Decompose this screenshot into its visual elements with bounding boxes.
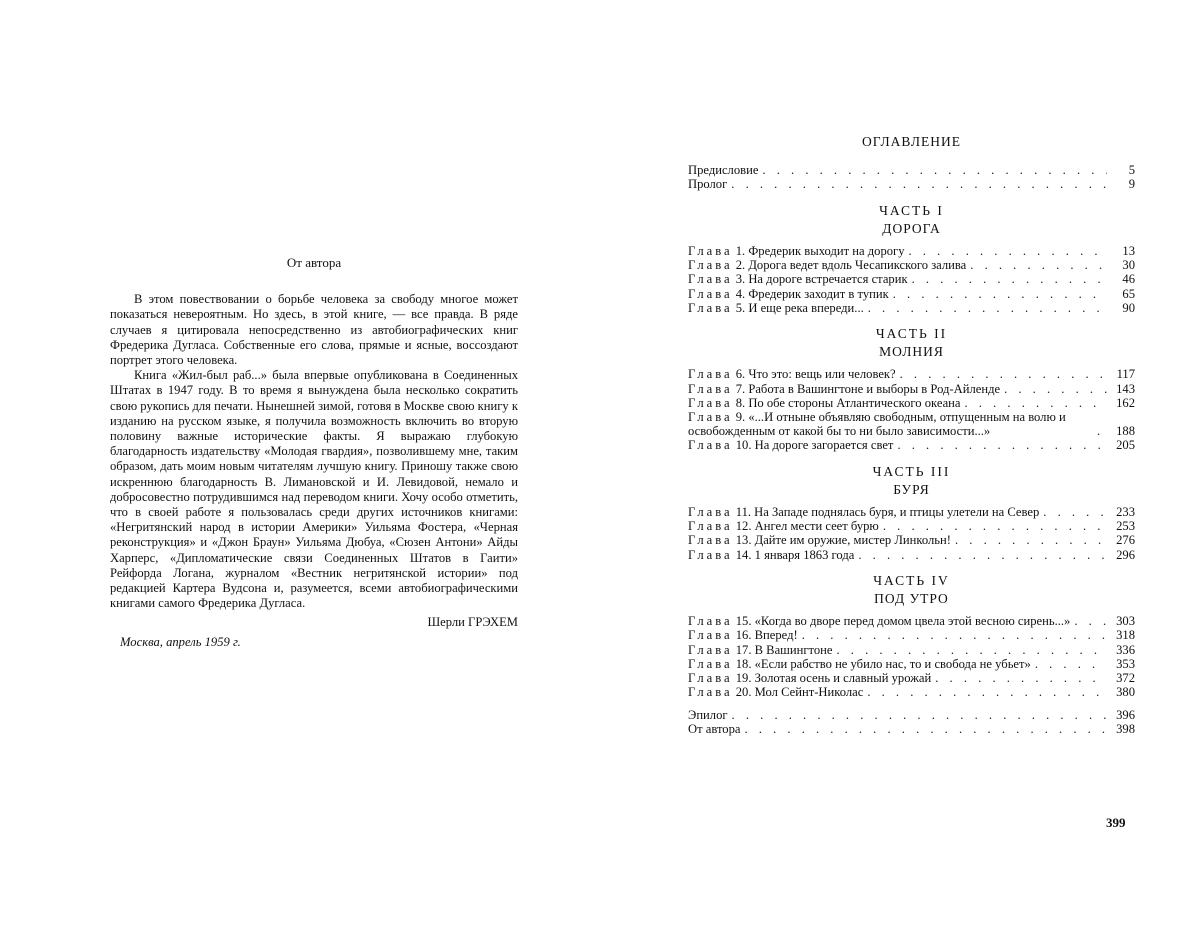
dot-leader — [1043, 505, 1107, 519]
chapter-prefix: Глава — [688, 438, 733, 453]
toc-entry-title: От автора — [688, 721, 741, 736]
chapter-page: 143 — [1116, 381, 1135, 396]
dot-leader — [909, 244, 1108, 258]
toc-chapter-entry — [688, 533, 1135, 547]
dot-leader — [836, 643, 1107, 657]
chapter-title: 5. И еще река впереди... — [735, 300, 864, 315]
toc-chapter-entry — [688, 367, 1135, 381]
toc-chapter-entry — [688, 657, 1135, 671]
toc-chapter-entry — [688, 671, 1135, 685]
chapter-title: 13. Дайте им оружие, мистер Линкольн! — [735, 533, 951, 548]
chapter-title: 11. На Западе поднялась буря, и птицы улетели на Север — [735, 505, 1040, 520]
dot-leader — [1035, 657, 1107, 671]
chapter-page: 162 — [1116, 395, 1135, 410]
dot-leader — [858, 548, 1107, 562]
dot-leader — [965, 396, 1108, 410]
chapter-page: 336 — [1116, 642, 1135, 657]
part-name: БУРЯ — [893, 481, 930, 497]
chapter-page: 117 — [1116, 367, 1135, 382]
toc-chapter-entry — [688, 505, 1135, 519]
chapter-title: 16. Вперед! — [735, 628, 798, 643]
dot-leader — [935, 671, 1107, 685]
chapter-page: 90 — [1122, 300, 1135, 315]
chapter-prefix: Глава — [688, 381, 733, 396]
dot-leader — [732, 708, 1107, 722]
toc-title: ОГЛАВЛЕНИЕ — [861, 134, 962, 149]
chapter-prefix: Глава — [688, 614, 733, 629]
chapter-page: 205 — [1116, 438, 1135, 453]
dot-leader — [1004, 382, 1107, 396]
toc-entry-page: 396 — [1116, 707, 1135, 722]
dot-leader — [1097, 424, 1107, 438]
dot-leader — [731, 177, 1107, 191]
chapter-title: 7. Работа в Вашингтоне и выборы в Род-Айленде — [735, 381, 1001, 396]
toc-entry-preface — [688, 163, 1135, 177]
author-note-heading: От автора — [286, 255, 342, 270]
chapter-title: 10. На дороге загорается свет — [735, 438, 894, 453]
chapter-page: 233 — [1116, 505, 1135, 520]
toc-chapter-entry — [688, 244, 1135, 258]
chapter-prefix: Глава — [688, 642, 733, 657]
chapter-title: 9. «...И отныне объявляю свободным, отпущенным на волю и освобожденным от какой бы то ни было зависимости...» — [688, 410, 1066, 439]
chapter-prefix: Глава — [688, 547, 733, 562]
spacer — [688, 700, 1135, 708]
author-note-page — [110, 255, 518, 650]
chapter-prefix: Глава — [688, 656, 733, 671]
toc-chapter-entry — [688, 258, 1135, 272]
chapter-title: 14. 1 января 1863 года — [735, 547, 855, 562]
toc-chapter-entry — [688, 643, 1135, 657]
toc-entry-page: 5 — [1128, 163, 1135, 178]
chapter-prefix: Глава — [688, 300, 733, 315]
chapter-page: 296 — [1116, 547, 1135, 562]
part-label: ЧАСТЬ III — [872, 463, 951, 479]
toc-entry-page: 9 — [1128, 177, 1135, 192]
chapter-title: 15. «Когда во дворе перед домом цвела этой весною сирень...» — [735, 614, 1071, 629]
chapter-title: 1. Фредерик выходит на дорогу — [735, 244, 905, 259]
toc-entry-title: Пролог — [688, 177, 728, 192]
chapter-title: 12. Ангел мести сеет бурю — [735, 519, 879, 534]
chapter-prefix: Глава — [688, 628, 733, 643]
chapter-prefix: Глава — [688, 671, 733, 686]
toc-chapter-entry — [688, 301, 1135, 315]
toc-chapter-entry — [688, 548, 1135, 562]
toc-entry-author-note — [688, 722, 1135, 736]
author-note-paragraph-2: Книга «Жил-был раб...» была впервые опубликована в Соединенных Штатах в 1947 году. В то время я вынуждена была несколько сократить свою рукопись для печати. Нынешней зимой, готовя в Москве свою книгу к изданию на русском языке, я получила возможность включить во вторую половину важные исторические факты. Я выражаю глубокую благодарность издательству «Молодая гвардия», позволившему мне, таким образом, дать моим новым читателям лучшую книгу. Приношу также свою искреннюю благодарность В. Лимановской и И. Левидовой, немало и добросовестно потрудившимся над переводом книги. Хочу особо отметить, что в своей работе я пользовалась среди других источников книгами: «Негритянский народ в истории Америки» Уильяма Фостера, «Черная реконструкция» и «Джон Браун» Уильяма Дюбуа, «Сюзен Антони» Айды Харперс, «Дипломатические связи Соединенных Штатов в Гаити» Рейфорда Логана, журналом «Вестник негритянской истории» под редакцией Картера Вудсона и, разумеется, всеми автобиографическими книгами самого Фредерика Дугласа. — [110, 368, 518, 611]
chapter-prefix: Глава — [688, 258, 733, 273]
chapter-prefix: Глава — [688, 505, 733, 520]
chapter-title: 2. Дорога ведет вдоль Чесапикского залива — [735, 258, 967, 273]
dot-leader — [897, 438, 1107, 452]
chapter-title: 3. На дороге встречается старик — [735, 272, 908, 287]
chapter-page: 30 — [1122, 258, 1135, 273]
dot-leader — [745, 722, 1108, 736]
dot-leader — [893, 287, 1107, 301]
toc-chapter-entry — [688, 438, 1135, 452]
author-note-paragraph-1: В этом повествовании о борьбе человека за свободу многое может показаться невероятным. Но здесь, в этой книге, — все правда. В ряде случаев я цитировала непосредственно из автобиографических книг Фредерика Дугласа. Собственные его слова, прямые и ясные, воссоздают портрет этого человека. — [110, 292, 518, 368]
place-date: Москва, апрель 1959 г. — [120, 634, 241, 649]
chapter-prefix: Глава — [688, 286, 733, 301]
chapter-page: 253 — [1116, 519, 1135, 534]
chapter-page: 65 — [1122, 286, 1135, 301]
toc-entry-prologue — [688, 177, 1135, 191]
dot-leader — [868, 301, 1107, 315]
chapter-title: 17. В Вашингтоне — [735, 642, 833, 657]
toc-chapter-entry — [688, 519, 1135, 533]
toc-chapter-entry — [688, 685, 1135, 699]
chapter-prefix: Глава — [688, 685, 733, 700]
chapter-page: 353 — [1116, 656, 1135, 671]
chapter-page: 303 — [1116, 614, 1135, 629]
chapter-page: 188 — [1116, 424, 1135, 439]
dot-leader — [900, 367, 1107, 381]
dot-leader — [1074, 614, 1107, 628]
part-name: ДОРОГА — [882, 220, 941, 236]
dot-leader — [955, 533, 1107, 547]
toc-entry-epilogue — [688, 708, 1135, 722]
dot-leader — [883, 519, 1107, 533]
dot-leader — [867, 685, 1107, 699]
dot-leader — [970, 258, 1107, 272]
toc-chapter-entry — [688, 410, 1135, 438]
chapter-prefix: Глава — [688, 410, 733, 425]
part-label: ЧАСТЬ I — [879, 202, 944, 218]
toc-entry-page: 398 — [1116, 721, 1135, 736]
chapter-prefix: Глава — [688, 533, 733, 548]
chapter-page: 372 — [1116, 671, 1135, 686]
chapter-prefix: Глава — [688, 272, 733, 287]
toc-entry-title: Предисловие — [688, 163, 759, 178]
dot-leader — [912, 272, 1107, 286]
dot-leader — [762, 163, 1107, 177]
toc-chapter-entry — [688, 287, 1135, 301]
dot-leader — [802, 628, 1107, 642]
chapter-title: 6. Что это: вещь или человек? — [735, 367, 896, 382]
toc-chapter-entry — [688, 396, 1135, 410]
chapter-page: 318 — [1116, 628, 1135, 643]
chapter-prefix: Глава — [688, 395, 733, 410]
toc-chapter-entry — [688, 382, 1135, 396]
chapter-title: 8. По обе стороны Атлантического океана — [735, 395, 961, 410]
chapter-title: 19. Золотая осень и славный урожай — [735, 671, 932, 686]
toc-chapter-entry — [688, 628, 1135, 642]
chapter-title: 18. «Если рабство не убило нас, то и свобода не убьет» — [735, 656, 1031, 671]
part-name: МОЛНИЯ — [879, 344, 944, 360]
chapter-page: 380 — [1116, 685, 1135, 700]
toc-entry-title: Эпилог — [688, 707, 728, 722]
chapter-title: 4. Фредерик заходит в тупик — [735, 286, 889, 301]
toc-chapter-entry — [688, 272, 1135, 286]
part-label: ЧАСТЬ II — [875, 326, 948, 342]
chapter-page: 13 — [1122, 244, 1135, 259]
page-number: 399 — [1106, 815, 1126, 830]
toc-chapter-entry — [688, 614, 1135, 628]
chapter-page: 46 — [1122, 272, 1135, 287]
chapter-prefix: Глава — [688, 244, 733, 259]
table-of-contents — [688, 135, 1135, 736]
author-signature: Шерли ГРЭХЕМ — [427, 615, 518, 630]
part-label: ЧАСТЬ IV — [873, 572, 950, 588]
part-name: ПОД УТРО — [874, 591, 949, 607]
chapter-prefix: Глава — [688, 519, 733, 534]
chapter-prefix: Глава — [688, 367, 733, 382]
chapter-title: 20. Мол Сейнт-Николас — [735, 685, 864, 700]
chapter-page: 276 — [1116, 533, 1135, 548]
